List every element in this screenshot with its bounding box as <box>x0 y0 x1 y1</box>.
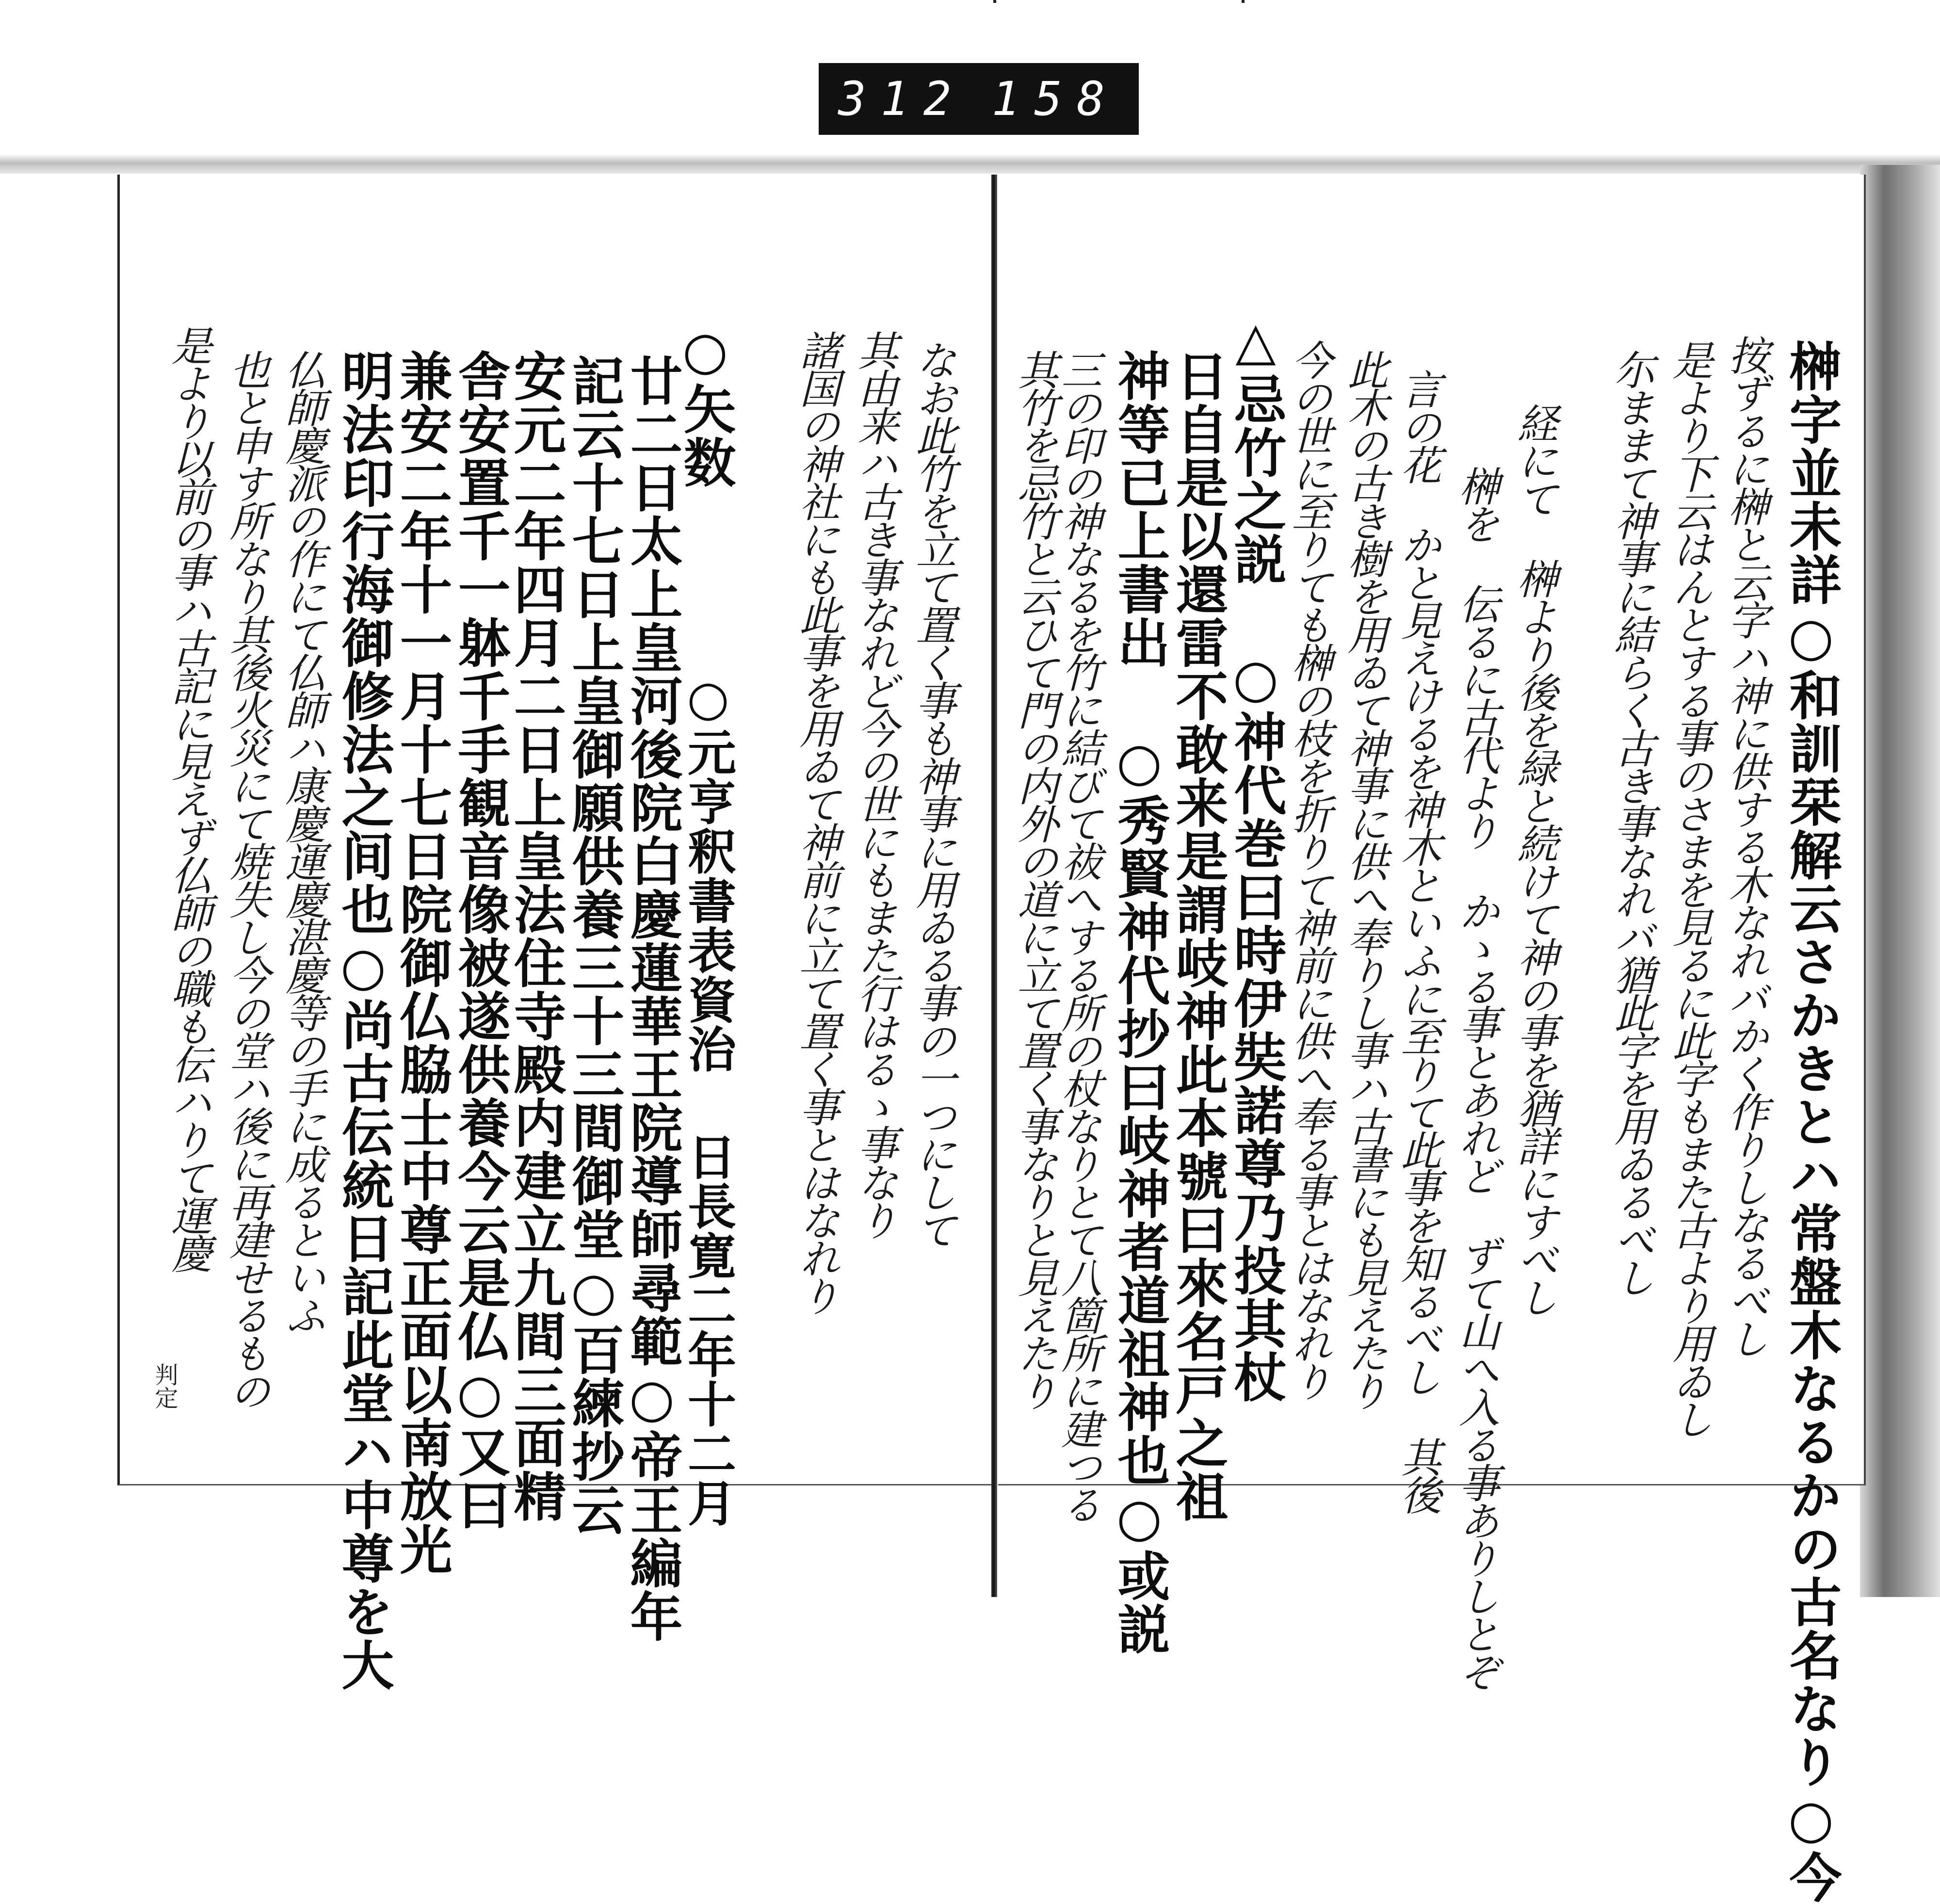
text-column: 按ずるに榊と云字ハ神に供する木なれバかく作りしなるべし <box>1722 335 1767 1356</box>
text-column: 三の印の神なるを竹に結びて祓へする所の杖なりとて八箇所に建つる <box>1055 349 1100 1522</box>
text-column: 安元二年四月二日上皇法住寺殿内建立九間三面精 <box>505 349 566 1523</box>
section-heading: ○矢数 <box>675 320 736 489</box>
text-column: 記云十七日上皇御願供養三十三間御堂○百練抄云 <box>563 354 624 1536</box>
headnote: ○元亨釈書表資治 日長寛二年十二月 <box>679 669 737 1528</box>
text-column: 榊を 伝るに古代より かゝる事とあれど ずて山へ入る事ありしとぞ <box>1453 466 1498 1689</box>
text-column: なお此竹を立て置く事も神事に用ゐる事の一つにして <box>910 339 955 1247</box>
text-column: 今の世に至りても榊の枝を折りて神前に供へ奉る事とはなれり <box>1286 339 1331 1399</box>
scan-speck <box>993 0 996 3</box>
text-column: 榊字並未詳○和訓栞解云さかきとハ常盤木なるかの古名なり○今 <box>1780 339 1842 1904</box>
text-column: 経にて 榊より後を緑と続けて神の事を猶詳にすべし <box>1511 403 1556 1315</box>
text-column: 尓ままて神事に結らく古き事なれバ猶此字を用ゐるべし <box>1608 349 1653 1295</box>
text-column: 其由来ハ古き事なれど今の世にもまた行はるゝ事なり <box>852 330 897 1238</box>
frame-counter-label <box>819 63 1139 135</box>
book-gutter <box>991 175 997 1597</box>
text-column: 是より以前の事ハ古記に見えず仏師の職も伝ハりて運慶 <box>165 325 210 1271</box>
scanner-background <box>0 154 1940 174</box>
text-column: 其竹を忌竹と云ひて門の内外の道に立て置く事なりと見えたり <box>1012 349 1057 1408</box>
text-column: 日自是以還雷不敢来是謂岐神此本號曰來名戸之祖 <box>1167 349 1228 1523</box>
scan-edge-shadow <box>1860 165 1940 1597</box>
corner-mark: 判定 <box>151 1363 178 1409</box>
text-column: 舎安置千一躰千手観音像被遂供養今云是仏○又曰 <box>449 349 510 1532</box>
text-column: 也と申す所なり其後火災にて焼失し今の堂ハ後に再建せるもの <box>224 349 269 1408</box>
text-column: 明法印行海御修法之间也○尚古伝統日記此堂ハ中尊を大 <box>333 349 394 1692</box>
text-column: 言の花 かと見えけるを神木といふに至りて此事を知るべし 其後 <box>1395 369 1440 1512</box>
text-column: 廿二日太上皇河後院白慶蓮華王院導師尋範○帝王編年 <box>621 354 682 1643</box>
scan-speck <box>1242 0 1245 3</box>
text-column: 神等已上書出 ○秀賢神代抄曰岐神者道祖神也○或説 <box>1109 349 1170 1656</box>
text-column: 諸国の神社にも此事を用ゐて神前に立て置く事とはなれり <box>793 330 839 1313</box>
text-column: △忌竹之説 ○神代巻曰時伊奘諾尊乃投其杖 <box>1225 310 1286 1404</box>
counter-right-number: 158 <box>991 72 1119 126</box>
text-column: 是より下云はんとする事のさまを見るに此字もまた古より用ゐし <box>1666 339 1712 1436</box>
text-column: 兼安二年十一月十七日院御仏脇士中尊正面以南放光 <box>391 349 452 1576</box>
text-column: 此木の古き樹を用ゐて神事に供へ奉りし事ハ古書にも見えたり <box>1342 349 1387 1408</box>
text-column: 仏師慶派の作にて仏師ハ康慶運慶湛慶等の手に成るといふ <box>279 349 324 1333</box>
counter-left-number: 312 <box>838 72 966 126</box>
